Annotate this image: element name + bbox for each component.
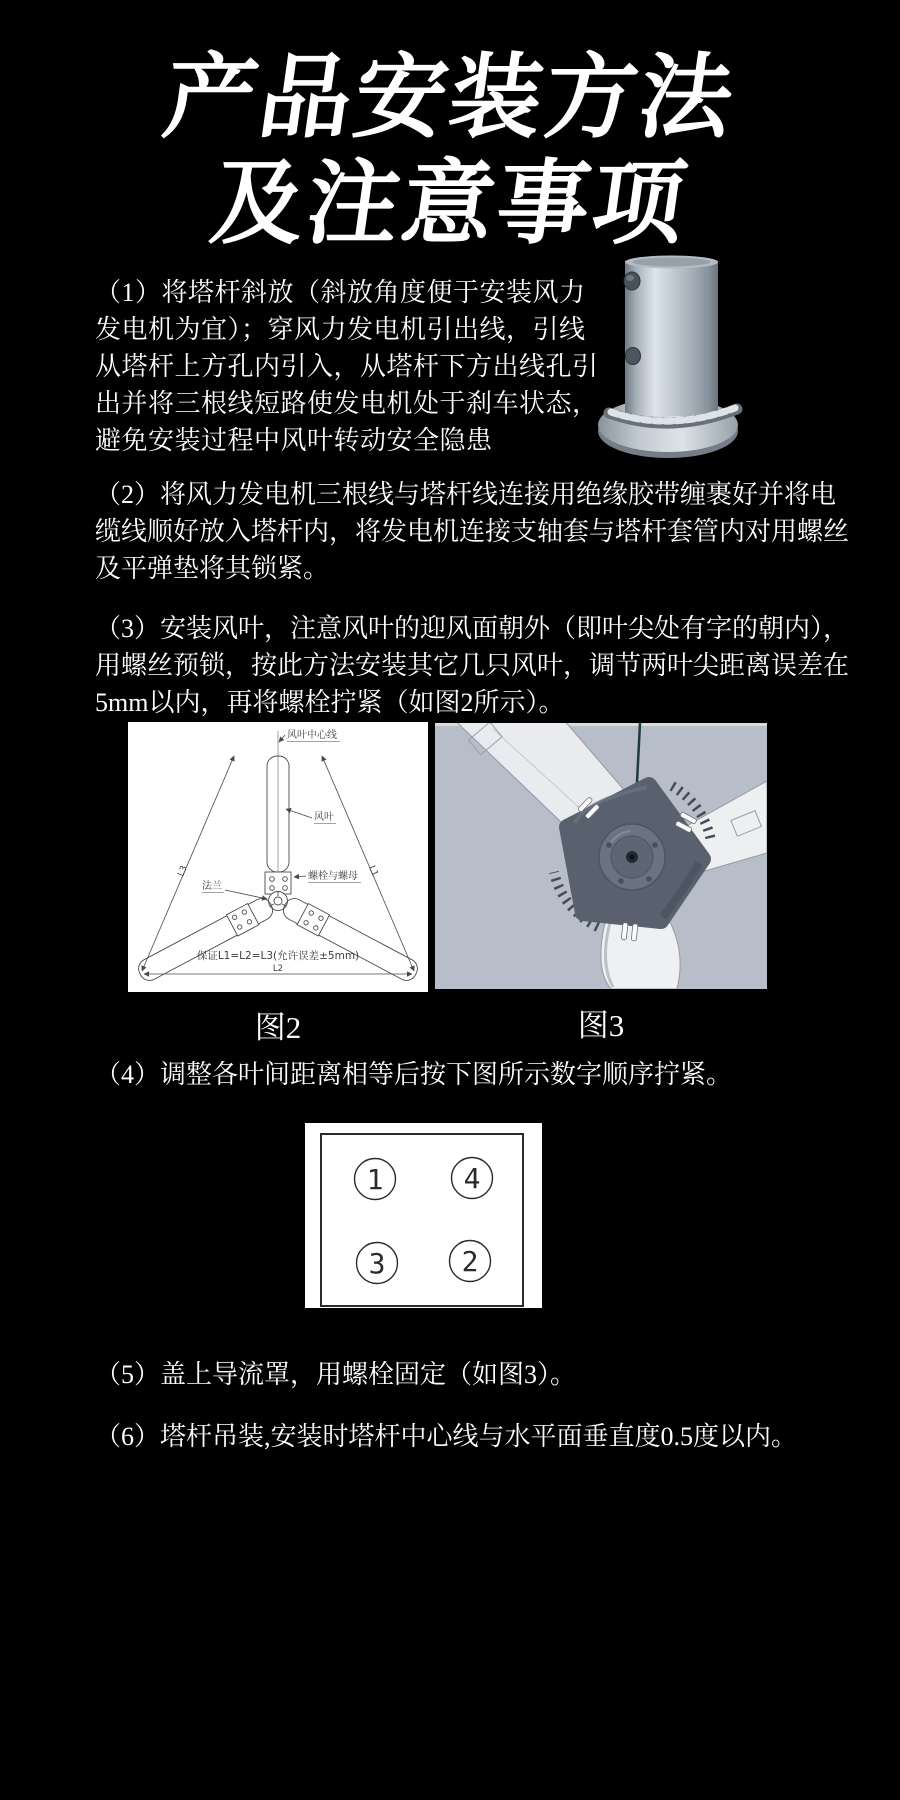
step-2-text: （2）将风力发电机三根线与塔杆线连接用绝缘胶带缠裹好并将电缆线顺好放入塔杆内，将发电机连接支轴套与塔杆套管内对用螺丝及平弹垫将其锁紧。	[95, 480, 850, 583]
figure-2-blade-drawing	[128, 722, 428, 992]
step-6-text: （6）塔杆吊装,安装时塔杆中心线与水平面垂直度0.5度以内。	[95, 1422, 798, 1451]
page-title-line1: 产品安装方法	[157, 47, 743, 149]
hub-flange	[269, 892, 288, 911]
order-number-bottom-left: 3	[368, 1247, 386, 1280]
tower-tube-photo	[595, 253, 800, 460]
lower-right-blade	[279, 894, 421, 985]
dimension-line-l3	[142, 756, 234, 971]
step-4-text: （4）调整各叶间距离相等后按下图所示数字顺序拧紧。	[95, 1060, 733, 1089]
lower-left-blade	[135, 894, 277, 985]
dim-label-l2: L2	[272, 964, 284, 974]
dim-label-l1: L1	[366, 864, 380, 879]
order-number-top-right: 4	[463, 1162, 481, 1195]
step-5-text: （5）盖上导流罩，用螺栓固定（如图3）。	[95, 1360, 577, 1389]
bolt-plate-top	[265, 872, 291, 894]
dimension-line-l1	[322, 756, 414, 971]
figure-2-svg	[128, 722, 428, 992]
figure-3-hub-render	[435, 723, 767, 989]
label-blade: 风叶	[314, 812, 334, 823]
tower-tube-illustration	[595, 253, 800, 460]
figure2-note: 保证L1=L2=L3(允许误差±5mm)	[196, 950, 360, 962]
leader-flange	[225, 890, 267, 899]
dim-label-l3: L3	[176, 864, 190, 879]
leader-blade	[286, 809, 312, 818]
figure-3-caption: 图3	[577, 1008, 625, 1043]
tighten-order-diagram	[305, 1123, 542, 1308]
label-bolt-nut: 螺栓与螺母	[308, 871, 358, 882]
order-number-top-left: 1	[366, 1163, 384, 1196]
label-blade-center-line: 风叶中心线	[287, 730, 337, 741]
step-1-text: （1）将塔杆斜放（斜放角度便于安装风力发电机为宜）；穿风力发电机引出线，引线从塔杆上方孔内引入，从塔杆下方出线孔引出并将三根线短路使发电机处于刹车状态，避免安装过程中风叶转动安全隐患	[95, 278, 599, 455]
leader-bolt-nut	[294, 876, 306, 877]
figure-3-svg	[435, 723, 767, 989]
step-3-text: （3）安装风叶，注意风叶的迎风面朝外（即叶尖处有字的朝内），用螺丝预锁，按此方法安装其它几只风叶，调节两叶尖距离误差在5mm以内，再将螺栓拧紧（如图2所示）。	[95, 614, 850, 717]
label-flange: 法兰	[202, 881, 222, 892]
figure-2-caption: 图2	[254, 1010, 302, 1045]
tighten-order-svg	[305, 1123, 542, 1308]
order-frame	[321, 1134, 523, 1306]
leader-center-line	[279, 735, 285, 742]
hub-boss	[599, 824, 665, 890]
page-title-line2: 及注意事项	[205, 153, 695, 255]
order-number-bottom-right: 2	[461, 1245, 479, 1278]
